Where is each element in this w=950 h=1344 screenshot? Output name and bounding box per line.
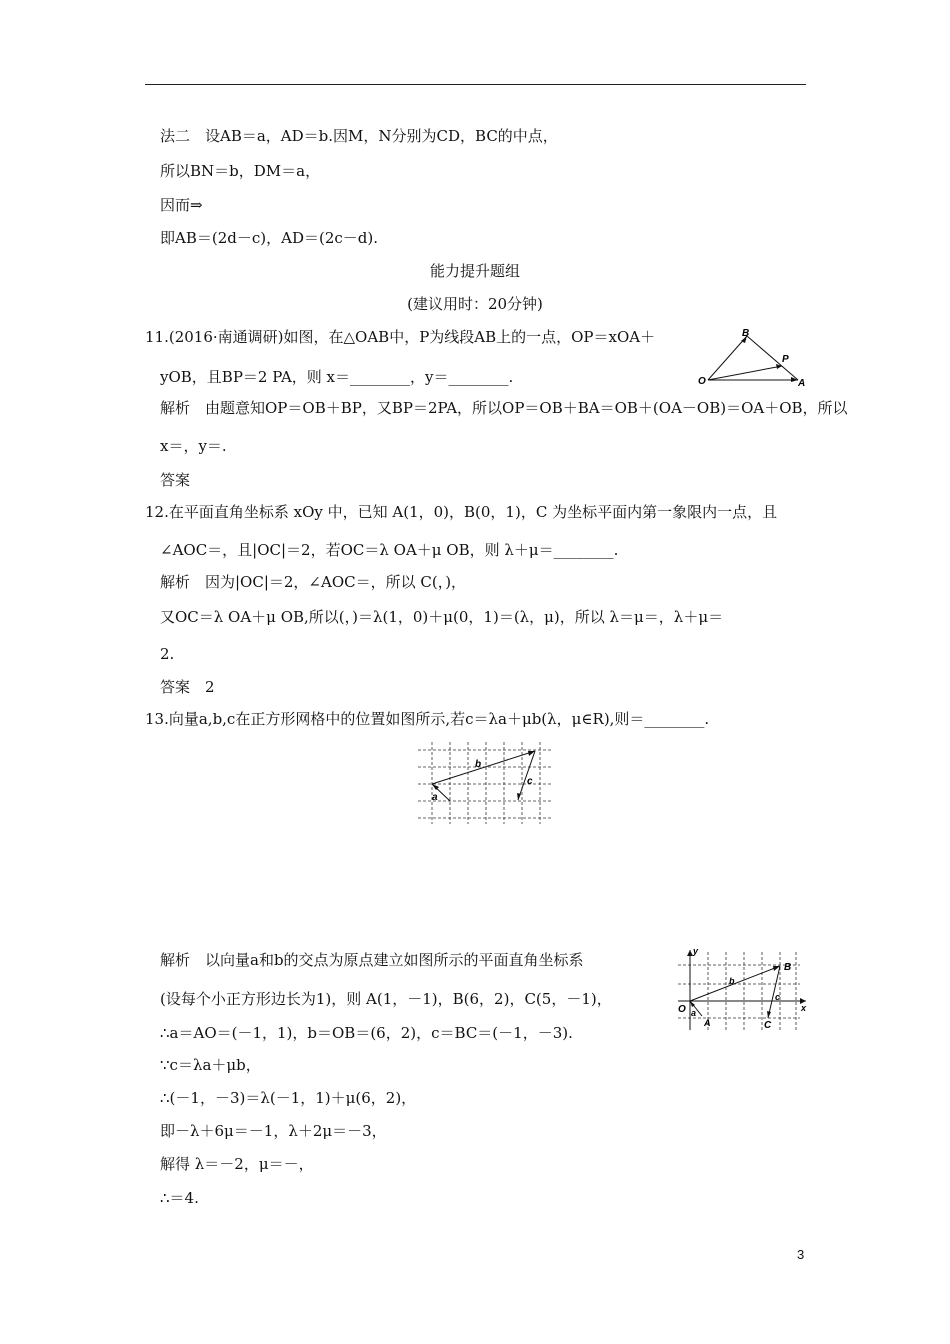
page-number: 3 <box>797 1247 805 1262</box>
fig13b-label-x: x <box>801 1003 807 1013</box>
question-12-solution-3: 2. <box>160 645 175 663</box>
question-12-answer: 答案 2 <box>160 678 215 696</box>
question-13-solution-7: 解得 λ＝－2，μ＝－， <box>160 1155 314 1173</box>
fig13b-label-b-vec: b <box>729 976 735 986</box>
question-11-solution-xy: x＝，y＝. <box>160 437 227 455</box>
question-13-solution-8: ∴＝4. <box>160 1189 199 1207</box>
question-11-line-2: yOB，且BP＝2 PA，则 x＝________，y＝________. <box>160 368 514 386</box>
therefore-line: 因而⇒ <box>160 196 203 214</box>
ab-ad-result-line: 即AB＝(2d－c)，AD＝(2c－d). <box>160 229 378 247</box>
question-12-line-1: 12.在平面直角坐标系 xOy 中，已知 A(1，0)，B(0，1)，C 为坐标平面内第一象限内一点，且 <box>145 503 778 521</box>
question-12-line-2: ∠AOC＝，且|OC|＝2，若OC＝λ OA＋μ OB，则 λ＋μ＝________. <box>160 541 619 559</box>
fig13-label-a: a <box>432 792 438 803</box>
question-13-solution-2: (设每个小正方形边长为1)，则 A(1，－1)，B(6，2)，C(5，－1)， <box>160 990 612 1008</box>
question-13-solution-5: ∴(－1，－3)＝λ(－1，1)＋μ(6，2)， <box>160 1089 417 1107</box>
fig11-label-o: O <box>698 376 706 387</box>
section-title: 能力提升题组 <box>429 262 520 280</box>
header-rule <box>145 84 806 85</box>
fig11-label-a: A <box>798 378 806 389</box>
question-13-solution-6: 即－λ＋6μ＝－1，λ＋2μ＝－3， <box>160 1122 387 1140</box>
fig13b-label-a-point: A <box>704 1018 711 1028</box>
question-11-answer: 答案 <box>160 471 191 489</box>
question-13-solution-4: ∵c＝λa＋μb， <box>160 1056 261 1074</box>
question-13-solution-3: ∴a＝AO＝(－1，1)，b＝OB＝(6，2)，c＝BC＝(－1，－3). <box>160 1024 573 1042</box>
question-11-line-1: 11.(2016·南通调研)如图，在△OAB中，P为线段AB上的一点，OP＝xOA＋ <box>145 328 656 346</box>
question-12-solution-2: 又OC＝λ OA＋μ OB,所以(，)＝λ(1，0)＋μ(0，1)＝(λ，μ)，所以 λ＝μ＝，λ＋μ＝ <box>160 608 724 626</box>
fig13b-label-y: y <box>693 946 699 956</box>
question-12-solution-1: 解析 因为|OC|＝2，∠AOC＝，所以 C(，)， <box>160 573 467 591</box>
coordinate-grid-figure <box>672 946 812 1032</box>
method-two-line: 法二 设AB＝a，AD＝b.因M，N分别为CD，BC的中点， <box>160 127 558 145</box>
fig13b-label-c-point: C <box>764 1020 772 1031</box>
bn-dm-line: 所以BN＝b，DM＝a， <box>160 162 321 180</box>
fig11-label-p: P <box>782 354 789 365</box>
fig11-label-b: B <box>742 328 750 339</box>
section-subtitle: (建议用时：20分钟) <box>407 295 543 313</box>
fig13-label-c: c <box>527 776 533 787</box>
fig13b-label-o: O <box>678 1004 686 1015</box>
fig13-label-b: b <box>475 759 482 770</box>
fig13b-label-c-vec: c <box>775 992 781 1002</box>
triangle-oab-figure <box>694 326 810 390</box>
vector-grid-figure <box>418 742 554 824</box>
question-13-solution-1: 解析 以向量a和b的交点为原点建立如图所示的平面直角坐标系 <box>160 951 584 969</box>
question-11-solution: 解析 由题意知OP＝OB＋BP，又BP＝2PA，所以OP＝OB＋BA＝OB＋(OA－OB)＝OA＋OB，所以 <box>160 399 848 417</box>
fig13b-label-a-vec: a <box>691 1008 697 1018</box>
fig13b-label-b-point: B <box>784 962 792 973</box>
question-13-line-1: 13.向量a,b,c在正方形网格中的位置如图所示,若c＝λa＋μb(λ，μ∈R),则＝________. <box>145 710 710 728</box>
